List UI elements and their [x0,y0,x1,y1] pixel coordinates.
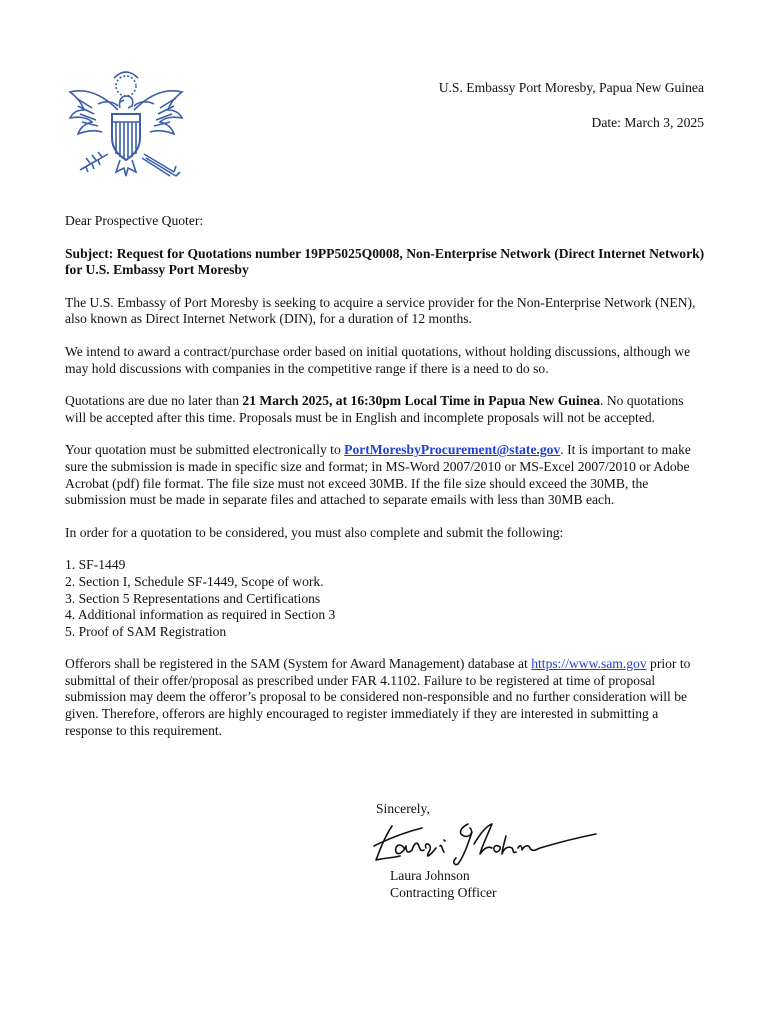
list-item: 2. Section I, Schedule SF-1449, Scope of work. [65,573,324,589]
paragraph-deadline [65,393,705,426]
paragraph-award: We intend to award a contract/purchase order based on initial quotations, without holding discussions, although we may hold discussions with companies in the competitive range if there is a need to do so. [65,343,691,376]
sam-gov-link[interactable]: https://www.sam.gov [531,656,647,672]
list-item: 3. Section 5 Representations and Certifications [65,590,321,606]
signer-name: Laura Johnson [390,868,470,883]
paragraph-requirements-intro: In order for a quotation to be considered, you must also complete and submit the following: [65,524,564,540]
letter-body [65,213,705,755]
sam-text-post: prior to submittal of their offer/proposal as prescribed under FAR 4.1102. Failure to be registered at time of proposal submission may deem the offeror’s proposal to be considered non-responsible and no further consideration will be given. Therefore, offerors are highly encouraged to register immediately if they are interested in submitting a response to this requirement. [65,656,691,738]
deadline-text-post: . No quotations will be accepted after this time. Proposals must be in English and incomplete proposals will not be accepted. [65,393,684,425]
closing: Sincerely, [376,801,430,816]
handwritten-signature [370,818,600,868]
sam-text-pre: Offerors shall be registered in the SAM (System for Award Management) database at [65,656,532,672]
subject-line: Subject: Request for Quotations number 19PP5025Q0008, Non-Enterprise Network (Direct Internet Network) for U.S. Embassy Port Moresby [65,245,705,278]
letter-header [439,80,704,131]
embassy-location: U.S. Embassy Port Moresby, Papua New Guinea [438,80,704,95]
deadline-text-pre: Quotations are due no later than [65,393,243,409]
paragraph-submission [65,442,705,508]
great-seal-eagle-icon [62,64,190,192]
signer-title: Contracting Officer [390,884,497,900]
letter-date: Date: March 3, 2025 [591,114,704,130]
salutation: Dear Prospective Quoter: [65,213,204,228]
paragraph-intro: The U.S. Embassy of Port Moresby is seeking to acquire a service provider for the Non-Enterprise Network (NEN), also known as Direct Internet Network (DIN), for a duration of 12 months. [65,294,696,327]
list-item: 4. Additional information as required in Section 3 [65,607,336,623]
procurement-email-link[interactable]: PortMoresbyProcurement@state.gov [344,442,561,458]
requirements-list [65,557,705,640]
deadline-date: 21 March 2025, at 16:30pm Local Time in Papua New Guinea [242,393,601,409]
list-item: 5. Proof of SAM Registration [65,623,227,639]
submission-text-post: . It is important to make sure the submission is made in specific size and format; in MS-Word 2007/2010 or MS-Excel 2007/2010 or Adobe Acrobat (pdf) file format. The file size must not exceed 30MB. If the file size should exceed the 30MB, the submission must be made in separate files and attached to separate emails with less than 30MB each. [65,442,691,508]
signer-block [390,868,497,901]
paragraph-sam-registration [65,656,705,739]
list-item: 1. SF-1449 [65,557,126,573]
submission-text-pre: Your quotation must be submitted electronically to [65,442,345,458]
